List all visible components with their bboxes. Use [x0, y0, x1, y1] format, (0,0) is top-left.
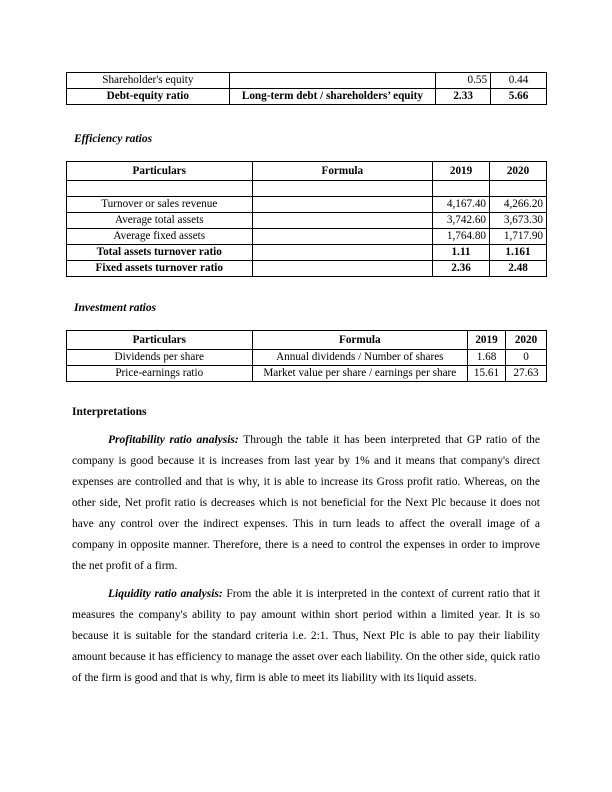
liquidity-paragraph [72, 584, 540, 689]
paragraph-text: From the able it is interpreted in the context of current ratio that it measures the company's ability to pay amount within short period within a limited year. It is so because it is suitable for the standard criteria i.e. 2:1. Thus, Next Plc is able to pay their liability amount because it has efficiency to manage the asset over each liability. On the other side, quick ratio of the firm is good and that is why, firm is able to meet its liability with its liquid assets. [72, 588, 541, 684]
column-header: 2019 [433, 162, 490, 181]
table-row [67, 229, 547, 245]
column-header: 2019 [468, 331, 506, 350]
table-cell: Fixed assets turnover ratio [67, 261, 253, 277]
table-cell: Debt-equity ratio [67, 89, 230, 105]
table-cell: 5.66 [491, 89, 547, 105]
table-row [67, 181, 547, 197]
table-cell: Total assets turnover ratio [67, 245, 253, 261]
table-cell: 4,167.40 [433, 197, 490, 213]
table-row [67, 261, 547, 277]
table-row [67, 350, 547, 366]
table-header-row [67, 162, 547, 181]
table-cell: Dividends per share [67, 350, 253, 366]
paragraph-lead: Liquidity ratio analysis: [108, 588, 223, 600]
column-header: Particulars [67, 162, 253, 181]
table-cell [229, 73, 436, 89]
table-cell: 15.61 [468, 366, 506, 382]
table-row [67, 89, 547, 105]
leverage-table [66, 72, 547, 105]
table-cell [252, 245, 433, 261]
table-cell: 1.11 [433, 245, 490, 261]
table-cell: 2.36 [433, 261, 490, 277]
investment-table [66, 330, 547, 382]
table-cell: 2.33 [436, 89, 491, 105]
table-cell: Long-term debt / shareholders’ equity [229, 89, 436, 105]
efficiency-table [66, 161, 547, 277]
paragraph-text: Through the table it has been interpreted that GP ratio of the company is good because it is increases from last year by 1% and it means that company's direct expenses are controlled and that is why, it is able to increase its Gross profit ratio. Whereas, on the other side, Net profit ratio is decreases which is not beneficial for the Next Plc because it does not have any control over the indirect expenses. This in turn leads to affect the overall image of a company in opposite manner. Therefore, there is a need to control the expenses in order to improve the net profit of a firm. [72, 434, 540, 572]
table-cell [252, 261, 433, 277]
table-cell: Shareholder's equity [67, 73, 230, 89]
table-cell [252, 197, 433, 213]
table-cell: Average fixed assets [67, 229, 253, 245]
table-row [67, 366, 547, 382]
table-cell: 2.48 [490, 261, 547, 277]
table-cell [252, 229, 433, 245]
table-row [67, 213, 547, 229]
table-row [67, 245, 547, 261]
table-row [67, 197, 547, 213]
table-cell: Price-earnings ratio [67, 366, 253, 382]
column-header: Particulars [67, 331, 253, 350]
table-cell: Market value per share / earnings per share [252, 366, 467, 382]
efficiency-ratios-title: Efficiency ratios [74, 133, 153, 145]
table-cell: 1,717.90 [490, 229, 547, 245]
table-cell: 0.55 [436, 73, 491, 89]
interpretations-heading: Interpretations [72, 406, 147, 418]
column-header: Formula [252, 331, 467, 350]
table-row [67, 73, 547, 89]
table-cell: Average total assets [67, 213, 253, 229]
table-cell: 3,673.30 [490, 213, 547, 229]
table-cell: 1.68 [468, 350, 506, 366]
table-cell: Annual dividends / Number of shares [252, 350, 467, 366]
table-cell [67, 181, 253, 197]
table-cell [433, 181, 490, 197]
table-cell: 0.44 [491, 73, 547, 89]
investment-ratios-title: Investment ratios [74, 302, 157, 314]
table-header-row [67, 331, 547, 350]
table-cell [252, 213, 433, 229]
profitability-paragraph [72, 430, 540, 577]
column-header: Formula [252, 162, 433, 181]
column-header: 2020 [490, 162, 547, 181]
table-cell [490, 181, 547, 197]
paragraph-lead: Profitability ratio analysis: [108, 434, 239, 446]
table-cell: 3,742.60 [433, 213, 490, 229]
table-cell [252, 181, 433, 197]
table-cell: 0 [506, 350, 547, 366]
table-cell: Turnover or sales revenue [67, 197, 253, 213]
table-cell: 27.63 [506, 366, 547, 382]
column-header: 2020 [506, 331, 547, 350]
table-cell: 1,764.80 [433, 229, 490, 245]
table-cell: 4,266.20 [490, 197, 547, 213]
table-cell: 1.161 [490, 245, 547, 261]
